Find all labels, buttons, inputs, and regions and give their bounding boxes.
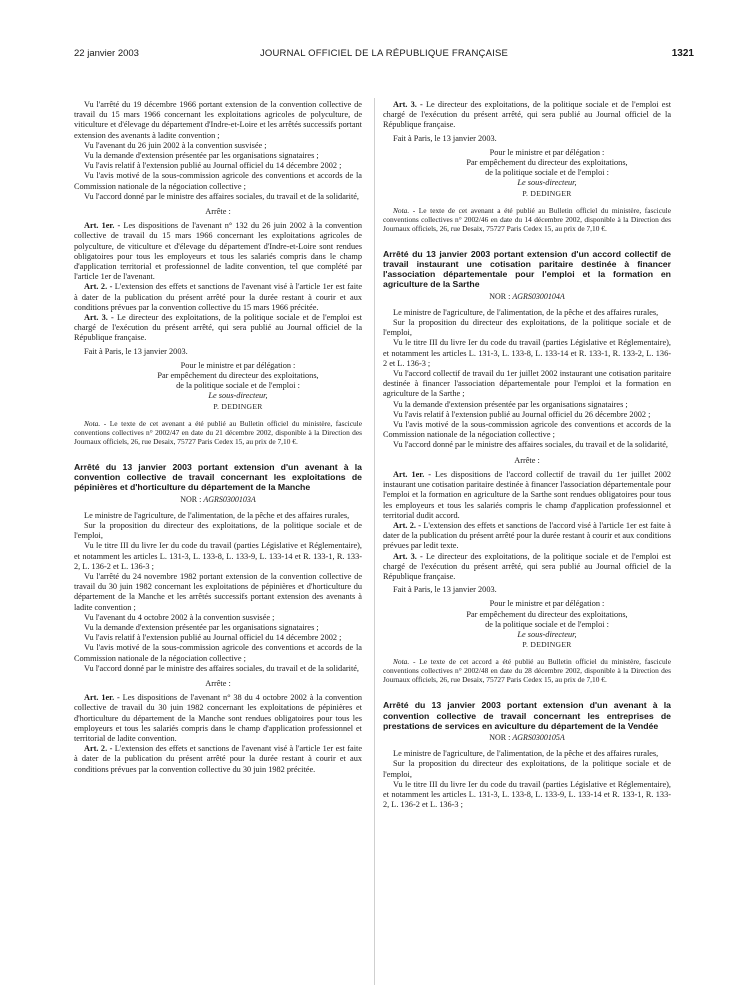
signatory-name: P. DEDINGER xyxy=(522,640,572,650)
article xyxy=(383,552,671,583)
article xyxy=(74,221,362,282)
nota-text: Le texte de cet avenant a été publié au Bulletin officiel du ministère, fascicule conventions collectives n° 2002/47 en date du 21 décembre 2002, disponible à la Direction des Journaux officiels, 26, rue Desaix, 75727 Paris Cedex 15, au prix de 7,10 €. xyxy=(74,418,362,446)
visa: Vu l'avis motivé de la sous-commission agricole des conventions et accords de la Commission nationale de la négociation collective ; xyxy=(383,420,671,440)
fait-a-paris: Fait à Paris, le 13 janvier 2003. xyxy=(393,133,497,143)
article-text: Le directeur des exploitations, de la politique sociale et de l'emploi est chargé de l'exécution du présent arrêté, qui sera publié au Journal officiel de la République française. xyxy=(74,313,362,343)
signature-line: Pour le ministre et par délégation : xyxy=(489,147,605,157)
signatory-name: P. DEDINGER xyxy=(522,188,572,198)
article-label: Art. 1er. - xyxy=(393,469,432,479)
left-column xyxy=(74,100,362,985)
signature-line: Par empêchement du directeur des exploitations, xyxy=(466,609,628,619)
nor-reference xyxy=(383,292,671,302)
article-label: Art. 1er. - xyxy=(84,693,120,703)
journal-title: JOURNAL OFFICIEL DE LA RÉPUBLIQUE FRANÇAISE xyxy=(259,48,509,59)
nota xyxy=(74,419,362,446)
signature-title: Le sous-directeur, xyxy=(517,629,577,639)
signature-line: de la politique sociale et de l'emploi : xyxy=(485,168,609,178)
article-label: Art. 1er. - xyxy=(84,221,121,231)
signature-line: Par empêchement du directeur des exploitations, xyxy=(466,158,628,168)
article xyxy=(74,282,362,313)
fait-a-paris: Fait à Paris, le 13 janvier 2003. xyxy=(393,585,497,595)
visa: Vu la demande d'extension présentée par les organisations signataires ; xyxy=(84,151,319,161)
article-text: Les dispositions de l'accord collectif de travail du 1er juillet 2002 instaurant une cotisation paritaire destinée à financer l'association départementale pour l'emploi et la formation en agriculture de la Sarthe sont rendues obligatoires pour tous les employeurs et tous les salariés compris le champ d'application professionnel et territorial dudit accord. xyxy=(383,469,671,520)
article-label: Art. 2. - xyxy=(393,520,422,530)
article-text: L'extension des effets et sanctions de l'accord visé à l'article 1er est faite à dater de la publication du présent arrêté pour la durée restant à courir et aux conditions prévues par ledit texte. xyxy=(383,520,671,551)
article xyxy=(383,521,671,552)
nor-label: NOR : xyxy=(489,732,511,742)
visa: Vu l'avis relatif à l'extension publié au Journal officiel du 26 décembre 2002 ; xyxy=(393,409,651,419)
article-text: Le directeur des exploitations, de la politique sociale et de l'emploi est chargé de l'exécution du présent arrêté, qui sera publié au Journal officiel de la République française. xyxy=(383,551,671,581)
decree-heading: Arrêté du 13 janvier 2003 portant extension d'un accord collectif de travail instaurant une cotisation paritaire destinée à financer l'association départementale pour l'emploi et la formation en agriculture de la Sarthe xyxy=(383,248,671,290)
nor-label: NOR : xyxy=(180,494,202,504)
article-text: Le directeur des exploitations, de la politique sociale et de l'emploi est chargé de l'exécution du présent arrêté, qui sera publié au Journal officiel de la République française. xyxy=(383,100,671,130)
signature-line: de la politique sociale et de l'emploi : xyxy=(485,619,609,629)
nor-reference xyxy=(74,495,362,505)
article-label: Art. 3. - xyxy=(393,100,423,109)
visa: Vu le titre III du livre Ier du code du travail (parties Législative et Réglementaire), et notamment les articles L. 131-3, L. 133-8, L. 133-14 et R. 133-1, R. 133-2, L. 136-2 et L. 136-3 ; xyxy=(383,338,671,368)
visa: Vu l'avenant du 4 octobre 2002 à la convention susvisée ; xyxy=(84,612,275,622)
article xyxy=(383,470,671,521)
article xyxy=(383,100,671,131)
signature-title: Le sous-directeur, xyxy=(517,178,577,188)
visa: Le ministre de l'agriculture, de l'alimentation, de la pêche et des affaires rurales, xyxy=(393,307,659,317)
visa: Vu la demande d'extension présentée par les organisations signataires ; xyxy=(84,622,319,632)
visa: Vu l'accord donné par le ministre des affaires sociales, du travail et de la solidarité, xyxy=(393,440,669,450)
article-text: L'extension des effets et sanctions de l'avenant visé à l'article 1er est faite à dater de la publication du présent arrêté pour la durée restant à courir et aux conditions prévues par la convention collective du 15 mars 1966 précitée. xyxy=(74,282,362,312)
article-label: Art. 3. - xyxy=(393,551,423,561)
article-text: Les dispositions de l'avenant n° 38 du 4 octobre 2002 à la convention collective de travail du 30 juin 1982 concernant les exploitations de pépinières et d'horticulture du département de la Manche sont rendues obligatoires pour tous les employeurs et tous les salariés compris dans le champ d'application professionnel et territorial de ladite convention. xyxy=(74,693,362,743)
visa: Vu l'avenant du 26 juin 2002 à la convention susvisée ; xyxy=(84,140,267,150)
header-date: 22 janvier 2003 xyxy=(74,48,139,59)
signature-line: Pour le ministre et par délégation : xyxy=(180,360,296,370)
visa: Vu l'avis relatif à l'extension publié au Journal officiel du 14 décembre 2002 ; xyxy=(84,161,342,171)
article-label: Art. 2. - xyxy=(84,744,113,754)
article-text: L'extension des effets et sanctions de l'avenant visé à l'article 1er est faite à dater de la publication du présent arrêté pour la durée restant à courir et aux conditions prévues par la convention collective du 30 juin 1982 précitée. xyxy=(74,744,362,774)
visa: Vu l'avis motivé de la sous-commission agricole des conventions et accords de la Commission nationale de la négociation collective ; xyxy=(74,643,362,663)
nota-label: Nota. - xyxy=(84,418,107,428)
article xyxy=(74,313,362,344)
article xyxy=(74,744,362,775)
nota xyxy=(383,206,671,233)
visa: Vu l'accord donné par le ministre des affaires sociales, du travail et de la solidarité, xyxy=(84,663,360,673)
nor-label: NOR : xyxy=(489,291,511,301)
visa: Sur la proposition du directeur des exploitations, de la politique sociale et de l'emploi, xyxy=(383,318,671,338)
arrete-label: Arrête : xyxy=(205,678,231,688)
visa: Vu l'avis relatif à l'extension publié au Journal officiel du 14 décembre 2002 ; xyxy=(84,633,342,643)
page-header xyxy=(74,48,694,62)
signatory-name: P. DEDINGER xyxy=(213,401,263,411)
column-divider xyxy=(374,98,375,985)
visa: Le ministre de l'agriculture, de l'alimentation, de la pêche et des affaires rurales, xyxy=(84,510,350,520)
page-number: 1321 xyxy=(671,48,694,59)
nor-code: AGRS0300103A xyxy=(203,494,256,504)
arrete-label: Arrête : xyxy=(205,207,231,217)
visa: Vu l'arrêté du 24 novembre 1982 portant extension de la convention collective de travail du 30 juin 1982 concernant les exploitations de pépinières et d'horticulture du département de la Manche et les arrêtés successifs portant extension des avenants à ladite convention ; xyxy=(74,571,362,612)
nota xyxy=(383,657,671,684)
arrete-label: Arrête : xyxy=(514,455,540,465)
signature-title: Le sous-directeur, xyxy=(208,391,268,401)
article xyxy=(74,693,362,744)
visa: Sur la proposition du directeur des exploitations, de la politique sociale et de l'emploi, xyxy=(383,759,671,779)
visa: Vu l'accord donné par le ministre des affaires sociales, du travail et de la solidarité, xyxy=(84,191,360,201)
signature-line: Pour le ministre et par délégation : xyxy=(489,599,605,609)
visa: Vu le titre III du livre Ier du code du travail (parties Législative et Réglementaire), et notamment les articles L. 131-3, L. 133-8, L. 133-9, L. 133-14 et R. 133-1, R. 133-2, L. 136-2 et L. 136-3 ; xyxy=(74,541,362,571)
article-text: Les dispositions de l'avenant n° 132 du 26 juin 2002 à la convention collective de travail du 15 mars 1966 concernant les exploitations agricoles de polyculture, de viticulture et d'élevage du département d'Indre-et-Loire sont rendues obligatoires pour tous les employeurs et tous les salariés compris dans le champ d'application territorial et professionnel de ladite convention, tel que complété par l'article 1er de l'avenant. xyxy=(74,221,362,282)
fait-a-paris: Fait à Paris, le 13 janvier 2003. xyxy=(84,346,188,356)
visa: Vu le titre III du livre Ier du code du travail (parties Législative et Réglementaire), et notamment les articles L. 131-3, L. 133-8, L. 133-9, L. 133-14 et R. 133-1, R. 133-2, L. 136-2 et L. 136-3 ; xyxy=(383,779,671,810)
visa: Vu l'avis motivé de la sous-commission agricole des conventions et accords de la Commission nationale de la négociation collective ; xyxy=(74,171,362,191)
decree-heading: Arrêté du 13 janvier 2003 portant extension d'un avenant à la convention collective de travail concernant les exploitations de pépinières et d'horticulture du département de la Manche xyxy=(74,461,362,493)
visa: Vu l'arrêté du 19 décembre 1966 portant extension de la convention collective de travail du 15 mars 1966 concernant les exploitations agricoles de polyculture, de viticulture et d'élevage du département d'Indre-et-Loire et les arrêtés successifs portant extension des avenants à ladite convention ; xyxy=(74,100,362,140)
nota-text: Le texte de cet accord a été publié au Bulletin officiel du ministère, fascicule conventions collectives n° 2002/48 en date du 28 décembre 2002, disponible à la Direction des Journaux officiels, 26, rue Desaix, 75727 Paris Cedex 15, au prix de 7,10 €. xyxy=(383,657,671,685)
visa: Vu l'accord collectif de travail du 1er juillet 2002 instaurant une cotisation paritaire destinée à financer l'association départementale pour l'emploi et la formation en agriculture de la Sarthe ; xyxy=(383,369,671,399)
visa: Sur la proposition du directeur des exploitations, de la politique sociale et de l'emploi, xyxy=(74,520,362,541)
article-label: Art. 3. - xyxy=(84,313,114,323)
visa: Vu la demande d'extension présentée par les organisations signataires ; xyxy=(393,399,628,409)
nor-reference xyxy=(383,733,671,743)
right-column xyxy=(383,100,671,985)
signature-line: de la politique sociale et de l'emploi : xyxy=(176,381,300,391)
article-label: Art. 2. - xyxy=(84,282,113,292)
visa: Le ministre de l'agriculture, de l'alimentation, de la pêche et des affaires rurales, xyxy=(393,749,659,759)
nota-text: Le texte de cet avenant a été publié au Bulletin officiel du ministère, fascicule conventions collectives n° 2002/46 en date du 14 décembre 2002, disponible à la Direction des Journaux officiels, 26, rue Desaix, 75727 Paris Cedex 15, au prix de 7,10 €. xyxy=(383,205,671,233)
nor-code: AGRS0300104A xyxy=(512,291,565,301)
nota-label: Nota. - xyxy=(393,205,416,215)
decree-heading: Arrêté du 13 janvier 2003 portant extension d'un avenant à la convention collective de travail concernant les entreprises de prestations de services en aviculture du département de la Vendée xyxy=(383,700,671,731)
nor-code: AGRS0300105A xyxy=(512,732,565,742)
signature-line: Par empêchement du directeur des exploitations, xyxy=(157,371,319,381)
nota-label: Nota. - xyxy=(393,657,416,667)
